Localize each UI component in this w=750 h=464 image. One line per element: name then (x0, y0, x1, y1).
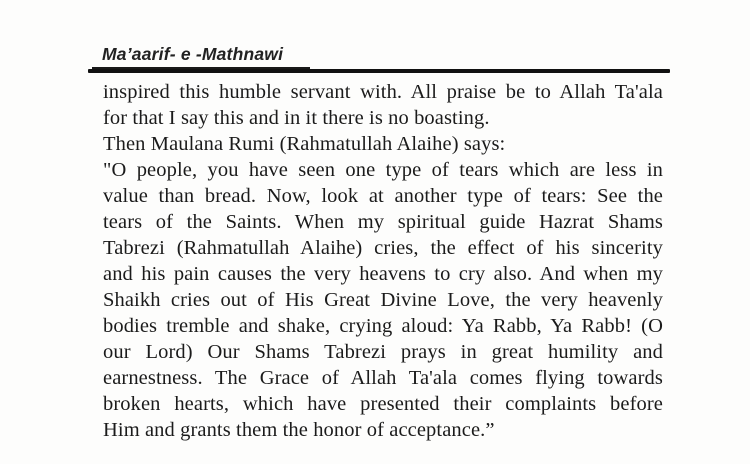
text-line: bodies tremble and shake, crying aloud: Ya Rabb, Ya Rabb! (O (103, 315, 663, 337)
text-line: earnestness. The Grace of Allah Ta'ala comes flying towards (103, 367, 663, 389)
running-header-title: Ma’aarif- e -Mathnawi (102, 44, 284, 64)
text-line: Him and grants them the honor of acceptance.” (103, 419, 495, 441)
text-line: and his pain causes the very heavens to cry also. And when my (103, 263, 663, 285)
text-line: our Lord) Our Shams Tabrezi prays in great humility and (103, 341, 663, 363)
text-line: Tabrezi (Rahmatullah Alaihe) cries, the effect of his sincerity (103, 237, 663, 259)
text-line: tears of the Saints. When my spiritual guide Hazrat Shams (103, 211, 663, 233)
text-line: broken hearts, which have presented their complaints before (103, 393, 663, 415)
body-text (103, 79, 663, 443)
text-line: "O people, you have seen one type of tears which are less in (103, 159, 663, 181)
header-rule (88, 69, 670, 73)
text-line: for that I say this and in it there is no boasting. (103, 107, 490, 129)
text-line: inspired this humble servant with. All praise be to Allah Ta'ala (103, 81, 663, 103)
text-line: value than bread. Now, look at another type of tears: See the (103, 185, 663, 207)
running-header (92, 44, 310, 69)
text-line: Then Maulana Rumi (Rahmatullah Alaihe) says: (103, 133, 506, 155)
text-line: Shaikh cries out of His Great Divine Love, the very heavenly (103, 289, 663, 311)
